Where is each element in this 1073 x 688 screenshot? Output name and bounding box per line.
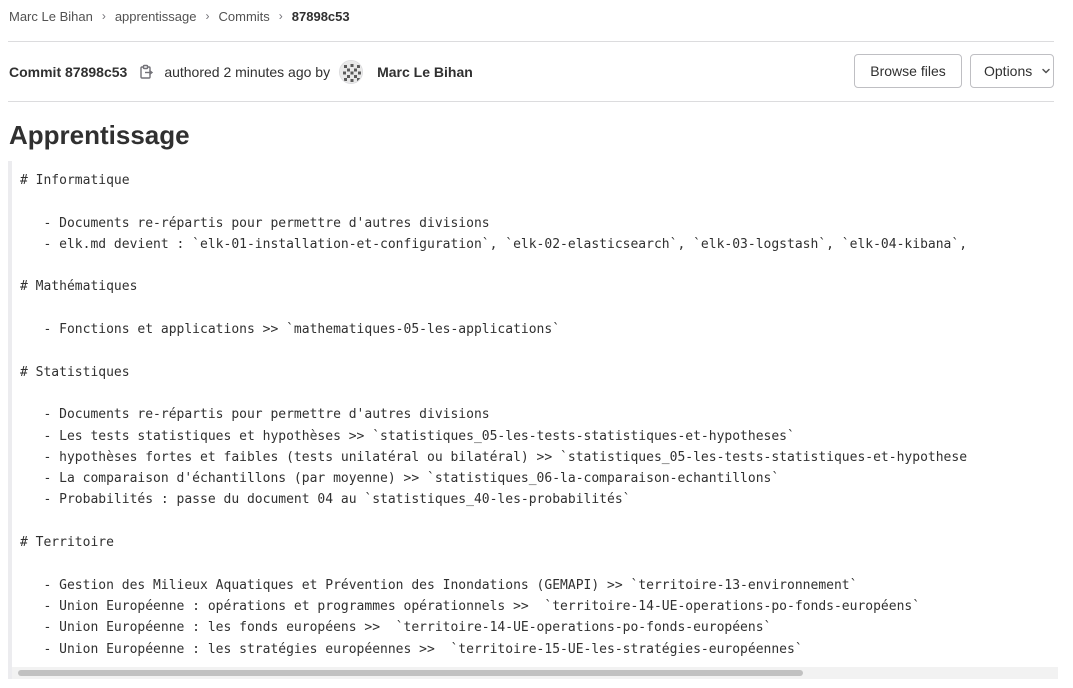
horizontal-scrollbar[interactable] [12, 667, 1058, 679]
breadcrumb-project[interactable]: apprentissage [114, 8, 197, 24]
breadcrumb-separator-icon: › [205, 9, 210, 23]
commit-label [9, 64, 127, 80]
commit-header [9, 54, 1054, 90]
commit-header-divider [8, 101, 1054, 102]
message-line: - La comparaison d'échantillons (par moyenne) >> `statistiques_06-la-comparaison-echantillons` [20, 471, 780, 487]
message-line: - Documents re-répartis pour permettre d'autres divisions [20, 215, 490, 231]
browse-files-button[interactable]: Browse files [854, 54, 962, 88]
copy-sha-button[interactable] [136, 62, 156, 82]
commit-word: Commit [9, 64, 62, 80]
breadcrumb-current-commit[interactable]: 87898c53 [291, 8, 350, 24]
message-line: - Documents re-répartis pour permettre d'autres divisions [20, 407, 490, 423]
scrollbar-thumb[interactable] [18, 670, 803, 676]
commit-message-box [8, 161, 1058, 679]
message-line: - elk.md devient : `elk-01-installation-et-configuration`, `elk-02-elasticsearch`, `elk-03-logstash`, `elk-04-kibana`, [20, 236, 968, 252]
breadcrumb [9, 0, 350, 32]
message-line: - Union Européenne : les stratégies européennes >> `territoire-15-UE-les-stratégies-européennes` [20, 641, 803, 657]
commit-title: Apprentissage [9, 120, 190, 150]
message-line: - Union Européenne : opérations et programmes opérationnels >> `territoire-14-UE-operations-po-fonds-européens` [20, 598, 921, 614]
message-heading-line: # Mathématiques [20, 279, 138, 295]
message-heading-line: # Informatique [20, 173, 130, 188]
options-label: Options [984, 63, 1033, 79]
author-name-link[interactable]: Marc Le Bihan [377, 64, 473, 80]
message-line: - Union Européenne : les fonds européens >> `territoire-14-UE-operations-po-fonds-européens` [20, 620, 772, 636]
breadcrumb-separator-icon: › [278, 9, 283, 23]
message-heading-line: # Territoire [20, 535, 114, 551]
breadcrumb-user[interactable]: Marc Le Bihan [9, 8, 93, 24]
authored-text: authored 2 minutes ago by [164, 64, 331, 80]
message-line: - hypothèses fortes et faibles (tests unilatéral ou bilatéral) >> `statistiques_05-les-tests-statistiques-et-hypothese [20, 449, 968, 465]
breadcrumb-separator-icon: › [101, 9, 106, 23]
options-dropdown-button[interactable] [970, 54, 1054, 88]
breadcrumb-commits[interactable]: Commits [218, 8, 270, 24]
message-line: - Gestion des Milieux Aquatiques et Prévention des Inondations (GEMAPI) >> `territoire-13-environnement` [20, 577, 858, 593]
message-line: - Fonctions et applications >> `mathematiques-05-les-applications` [20, 322, 561, 338]
header-actions [854, 54, 1054, 88]
header-divider [8, 41, 1054, 42]
message-heading-line: # Statistiques [20, 364, 130, 380]
clipboard-icon [138, 64, 154, 80]
commit-message [20, 170, 967, 660]
message-line: - Probabilités : passe du document 04 au `statistiques_40-les-probabilités` [20, 492, 631, 508]
message-line: - Les tests statistiques et hypothèses >> `statistiques_05-les-tests-statistiques-et-hypotheses` [20, 428, 795, 444]
chevron-down-icon [1040, 65, 1052, 77]
author-avatar[interactable] [339, 60, 363, 84]
commit-sha: 87898c53 [65, 64, 128, 80]
identicon-avatar [340, 61, 363, 84]
